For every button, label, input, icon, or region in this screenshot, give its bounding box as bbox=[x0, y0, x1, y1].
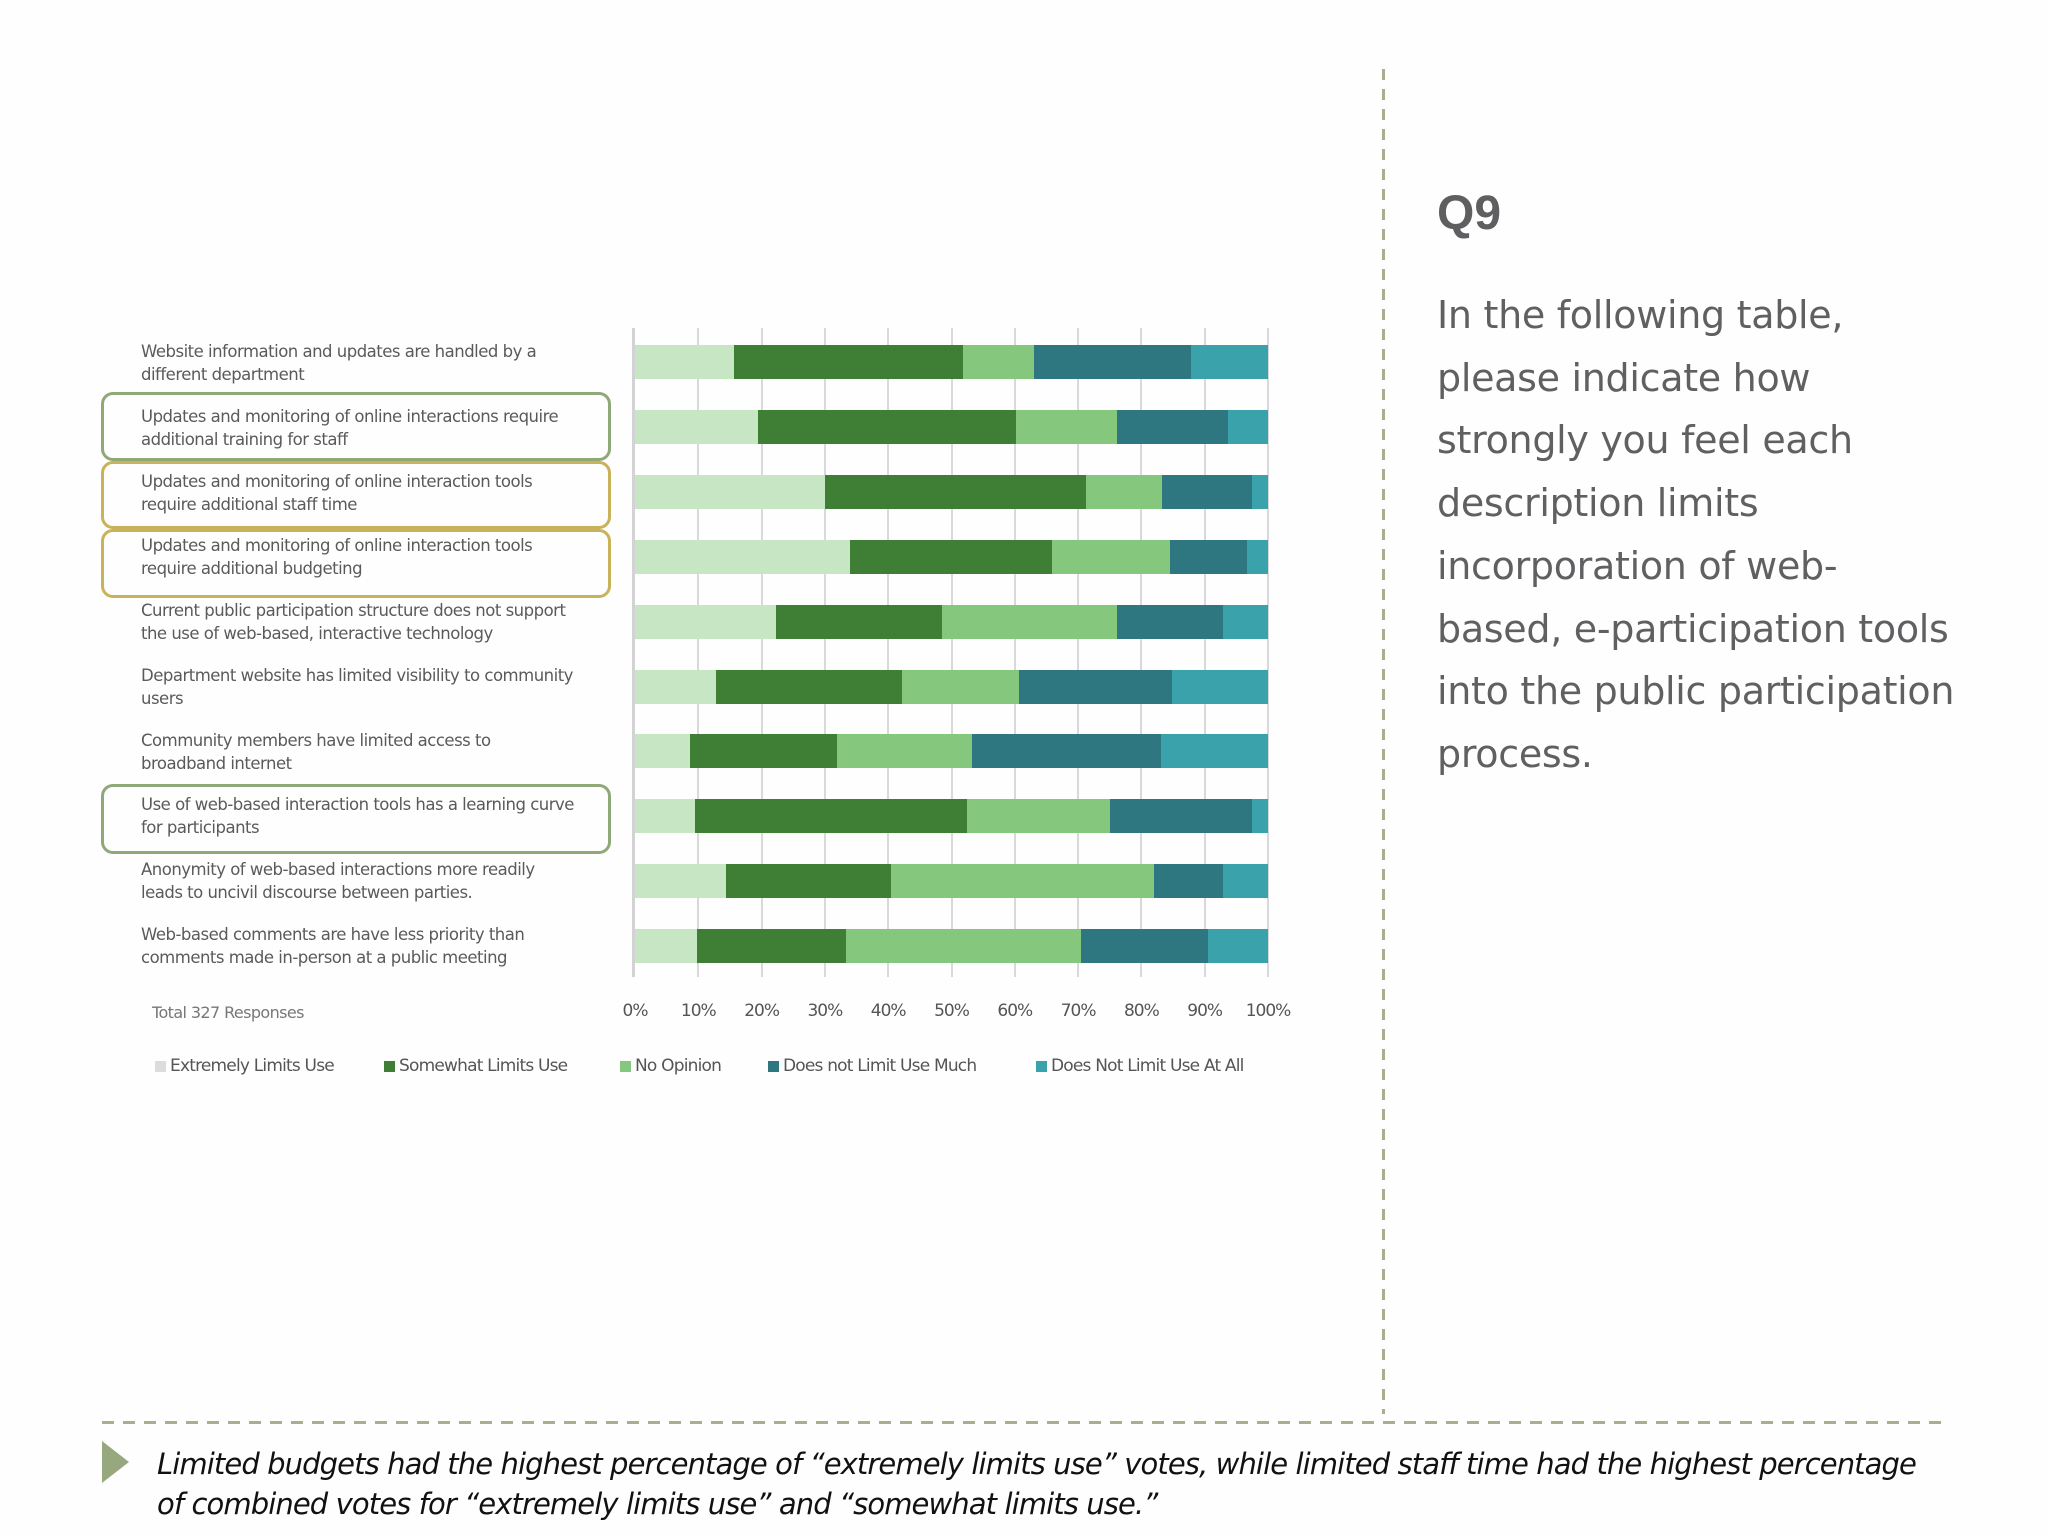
triangle-bullet-icon bbox=[102, 1441, 129, 1483]
category-label: Current public participation structure does not support the use of web-based, interactive technology bbox=[141, 601, 566, 643]
bar-segment bbox=[1252, 475, 1268, 509]
legend-item-no-opinion: No Opinion bbox=[620, 1056, 721, 1076]
x-tick-label: 20% bbox=[744, 1001, 779, 1021]
bar-segment bbox=[967, 799, 1110, 833]
bar-segment bbox=[1172, 670, 1268, 704]
bar-segment bbox=[846, 929, 1081, 963]
bar-segment bbox=[1034, 345, 1190, 379]
legend-swatch bbox=[768, 1061, 779, 1072]
bar-segment bbox=[1117, 605, 1223, 639]
x-tick-label: 60% bbox=[997, 1001, 1033, 1021]
question-title: Q9 bbox=[1437, 187, 1502, 240]
bar-segment bbox=[942, 605, 1117, 639]
vertical-divider bbox=[1382, 69, 1385, 1414]
bar-segment bbox=[635, 799, 695, 833]
bar-segment bbox=[726, 864, 891, 898]
legend-item-somewhat: Somewhat Limits Use bbox=[384, 1056, 567, 1076]
bar-segment bbox=[825, 475, 1086, 509]
bar-row bbox=[635, 799, 1268, 833]
caption-text: Limited budgets had the highest percentage of “extremely limits use” votes, while limited staff time had the highest percentage of combined votes for “extremely limits use” and “somewhat limits use.” bbox=[157, 1447, 1916, 1521]
horizontal-divider bbox=[102, 1421, 1946, 1424]
bar-segment bbox=[695, 799, 967, 833]
bar-segment bbox=[635, 345, 734, 379]
category-label: Website information and updates are handled by a different department bbox=[141, 342, 537, 384]
category-label: Community members have limited access to broadband internet bbox=[141, 731, 491, 773]
bar-segment bbox=[972, 734, 1161, 768]
bar-row bbox=[635, 345, 1268, 379]
bar-segment bbox=[635, 605, 776, 639]
bar-segment bbox=[902, 670, 1019, 704]
bar-segment bbox=[690, 734, 837, 768]
x-tick-label: 30% bbox=[807, 1001, 843, 1021]
bar-row bbox=[635, 540, 1268, 574]
bar-segment bbox=[758, 410, 1016, 444]
x-tick-label: 40% bbox=[870, 1001, 906, 1021]
bar-segment bbox=[1208, 929, 1268, 963]
legend-swatch bbox=[384, 1061, 395, 1072]
legend-item-extremely: Extremely Limits Use bbox=[155, 1056, 334, 1076]
category-label: Anonymity of web-based interactions more readily leads to uncivil discourse between parties. bbox=[141, 860, 535, 902]
bar-row bbox=[635, 734, 1268, 768]
bar-segment bbox=[1016, 410, 1117, 444]
bar-segment bbox=[734, 345, 963, 379]
category-label: Updates and monitoring of online interaction tools require additional budgeting bbox=[141, 536, 533, 578]
legend-swatch bbox=[1036, 1061, 1047, 1072]
bar-segment bbox=[1228, 410, 1268, 444]
bar-segment bbox=[1252, 799, 1268, 833]
bar-segment bbox=[1161, 734, 1268, 768]
bar-row bbox=[635, 605, 1268, 639]
bar-segment bbox=[1162, 475, 1251, 509]
bar-segment bbox=[635, 475, 825, 509]
bar-segment bbox=[850, 540, 1052, 574]
bar-segment bbox=[776, 605, 942, 639]
bar-row bbox=[635, 475, 1268, 509]
bar-row bbox=[635, 670, 1268, 704]
bar-segment bbox=[837, 734, 972, 768]
x-tick-label: 0% bbox=[622, 1001, 648, 1021]
x-tick-label: 10% bbox=[680, 1001, 716, 1021]
legend-item-not-at-all: Does Not Limit Use At All bbox=[1036, 1056, 1244, 1076]
bar-segment bbox=[1052, 540, 1170, 574]
bar-segment bbox=[697, 929, 846, 963]
legend-swatch bbox=[155, 1061, 166, 1072]
bar-segment bbox=[1223, 605, 1268, 639]
bar-row bbox=[635, 929, 1268, 963]
x-tick-label: 50% bbox=[934, 1001, 969, 1021]
bar-segment bbox=[635, 410, 758, 444]
bar-segment bbox=[1110, 799, 1252, 833]
bar-segment bbox=[1154, 864, 1223, 898]
bar-segment bbox=[716, 670, 902, 704]
bar-segment bbox=[1170, 540, 1247, 574]
category-label: Updates and monitoring of online interactions require additional training for staff bbox=[141, 407, 559, 449]
category-label: Department website has limited visibility to community users bbox=[141, 666, 573, 708]
bar-row bbox=[635, 864, 1268, 898]
bar-segment bbox=[635, 734, 690, 768]
stacked-bar-chart bbox=[0, 0, 1360, 1100]
bar-segment bbox=[963, 345, 1035, 379]
legend-item-not-much: Does not Limit Use Much bbox=[768, 1056, 976, 1076]
bar-segment bbox=[635, 540, 850, 574]
category-label: Updates and monitoring of online interaction tools require additional staff time bbox=[141, 472, 533, 514]
bar-segment bbox=[1117, 410, 1228, 444]
bar-row bbox=[635, 410, 1268, 444]
bar-segment bbox=[635, 929, 697, 963]
bar-segment bbox=[891, 864, 1154, 898]
question-text: In the following table, please indicate how strongly you feel each description limits incorporation of web- based, e-participation tools into the public participation process. bbox=[1437, 293, 1955, 776]
bar-segment bbox=[1019, 670, 1172, 704]
bar-segment bbox=[635, 864, 726, 898]
total-responses-label: Total 327 Responses bbox=[152, 1003, 304, 1022]
bar-segment bbox=[1247, 540, 1268, 574]
x-tick-label: 70% bbox=[1060, 1001, 1096, 1021]
bar-segment bbox=[1086, 475, 1162, 509]
bar-segment bbox=[635, 670, 716, 704]
x-tick-label: 100% bbox=[1245, 1001, 1291, 1021]
bar-segment bbox=[1191, 345, 1268, 379]
bar-segment bbox=[1223, 864, 1268, 898]
x-tick-label: 80% bbox=[1123, 1001, 1159, 1021]
category-label: Web-based comments are have less priority than comments made in-person at a public meeting bbox=[141, 925, 525, 967]
x-tick-label: 90% bbox=[1187, 1001, 1223, 1021]
bar-segment bbox=[1081, 929, 1208, 963]
category-label: Use of web-based interaction tools has a learning curve for participants bbox=[141, 795, 574, 837]
legend-swatch bbox=[620, 1061, 631, 1072]
